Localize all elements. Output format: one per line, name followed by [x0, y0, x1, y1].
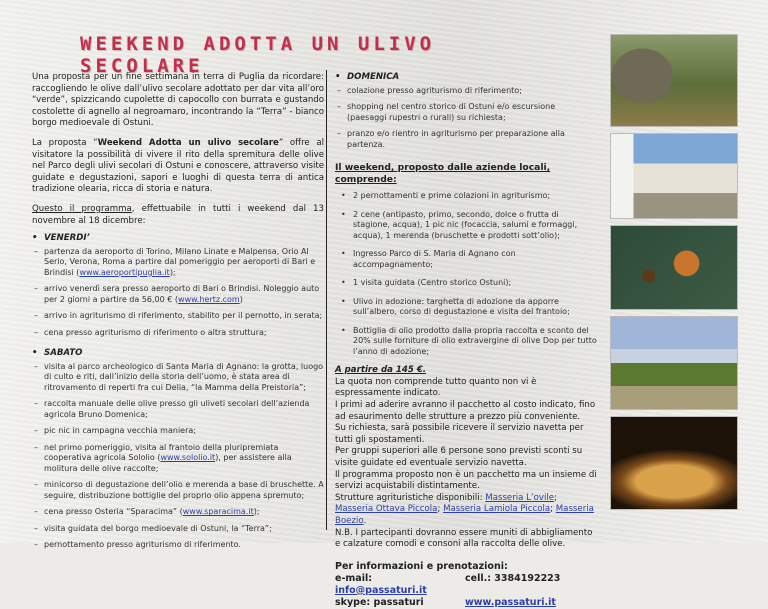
email-link[interactable]: info@passaturi.it: [335, 584, 427, 596]
list-item: [32, 426, 324, 437]
item-text: arrivo in agriturismo di riferimento, stabilito per il pernotto, in serata;: [44, 311, 323, 321]
note-line: La quota non comprende tutto quanto non vi è espressamente indicato.: [335, 376, 537, 399]
website-link[interactable]: www.passaturi.it: [465, 596, 556, 608]
item-text: cena presso Osteria “Sparacima” (: [44, 507, 183, 517]
proposal-paragraph: [32, 138, 324, 196]
item-text: pic nic in campagna vecchia maniera;: [44, 426, 196, 436]
website-link[interactable]: www.hertz.com: [178, 294, 240, 304]
info-title: Per informazioni e prenotazioni:: [335, 560, 508, 572]
item-text: partenza da aeroporto di Torino, Milano Linate e Malpensa, Orio Al Serio, Verona, Roma a partire dal pomeriggio per aeroporti di Bari e Brindisi (: [44, 246, 316, 277]
item-text-tail: );: [253, 507, 260, 517]
notes-block: [335, 377, 597, 493]
item-text: shopping nel centro storico di Ostuni e/o escursione (paesaggi rupestri o rurali) su richiesta;: [347, 102, 556, 122]
nb-note: N.B. I partecipanti dovranno essere muniti di abbigliamento e calzature comodi e consoni alla raccolta delle olive.: [335, 527, 593, 550]
list-item: [335, 86, 597, 97]
list-item: [32, 362, 324, 394]
friday-list: [32, 247, 324, 339]
sunday-list: [335, 86, 597, 151]
included-item: • Ulivo in adozione: targhetta di adozione da apporre sull’albero, corso di degustazione e visita del frantoio;: [335, 297, 597, 318]
list-item: [32, 524, 324, 535]
list-item: [32, 443, 324, 475]
note-line: Il programma proposto non è un pacchetto ma un insieme di servizi acquistabili distintamente.: [335, 469, 597, 492]
contact-row-2: [335, 597, 597, 609]
website-link[interactable]: www.sparacima.it: [182, 507, 254, 517]
item-text: visita guidata del borgo medioevale di Ostuni, la “Terra”;: [44, 523, 272, 533]
saturday-heading: • SABATO: [32, 348, 324, 360]
email-label: e-mail:: [335, 572, 373, 584]
item-text-tail: );: [169, 267, 176, 277]
note-line: I primi ad aderire avranno il pacchetto al costo indicato, fino ad esaurimento delle strutture a prezzo più conveniente.: [335, 400, 596, 422]
structure-link[interactable]: Masseria L’ovile: [485, 492, 555, 503]
email-line: [335, 573, 465, 597]
olives-basket-photo: [610, 225, 738, 310]
included-item: • 2 cene (antipasto, primo, secondo, dolce o frutta di stagione, acqua), 1 pic nic (focaccia, salumi e formaggi, acqua), 1 merenda (bruschette e prodotti sott’olio);: [335, 210, 597, 242]
proposal-name: Weekend Adotta un ulivo secolare: [97, 137, 279, 148]
item-text: pernottamento presso agriturismo di riferimento.: [44, 540, 241, 550]
item-text: visita al parco archeologico di Santa Maria di Agnano: la grotta, luogo di culto e riti, dall’inizio della storia dell’uomo, è stata area di ritrovamento di reperti fra cui Delia, “la Mamma della Preistoria”;: [44, 361, 324, 392]
website-link[interactable]: www.aeroportipuglia.it: [79, 267, 170, 277]
website-link[interactable]: www.sololio.it: [160, 453, 216, 463]
included-item: • 1 visita guidata (Centro storico Ostuni);: [335, 278, 597, 289]
list-item: [32, 540, 324, 551]
item-text: pranzo e/o rientro in agriturismo per preparazione alla partenza.: [347, 129, 565, 149]
included-item: • 2 pernottamenti e prime colazioni in agriturismo;: [335, 191, 597, 202]
contact-row-1: [335, 573, 597, 597]
right-column: [335, 72, 597, 609]
structure-link[interactable]: Masseria Ottava Piccola: [335, 504, 438, 515]
proposal-pre: La proposta “: [32, 137, 98, 148]
note-line: Per gruppi superiori alle 6 persone sono previsti sconti su visite guidate ed eventuale servizio navetta.: [335, 446, 583, 469]
list-item: [335, 129, 597, 150]
list-item: [32, 399, 324, 420]
list-item: [32, 247, 324, 279]
olive-tree-photo: [610, 34, 738, 127]
item-text: nel primo pomeriggio, visita al frantoio della pluripremiata cooperativa agricola Sololio (: [44, 442, 279, 463]
note-line: Su richiesta, sarà possibile ricevere il servizio navetta per tutti gli spostamenti.: [335, 423, 584, 445]
countryside-photo: [610, 316, 738, 410]
included-list: [335, 191, 597, 357]
structures-line: [335, 493, 597, 528]
intro-paragraph: Una proposta per un fine settimana in terra di Puglia da ricordare: raccogliendo le olive dall’ulivo secolare adottato per dar vita all’oro “verde”, spizzicando cupolette di capocollo con burrata e gustando costolette di agnello al negroamaro, incontrando la “Terra” - bianco borgo medioevale di Ostuni.: [32, 72, 324, 129]
column-divider: [326, 70, 327, 530]
item-text: colazione presso agriturismo di riferimento;: [347, 85, 522, 95]
list-item: [32, 507, 324, 518]
item-text: minicorso di degustazione dell’olio e merenda a base di bruschette. A seguire, distribuzione bottiglie del proprio olio appena spremuto;: [44, 480, 324, 500]
list-item: [32, 311, 324, 322]
cell-number: cell.: 3384192223: [465, 572, 561, 584]
item-text: cena presso agriturismo di riferimento o altra struttura;: [44, 327, 267, 337]
list-item: [335, 102, 597, 123]
ostuni-street-photo: [610, 133, 738, 219]
friday-heading: • VENERDI’: [32, 233, 324, 245]
amphitheatre-night-photo: [610, 416, 738, 510]
saturday-list: [32, 362, 324, 551]
left-column: [32, 72, 324, 557]
item-text-tail: ): [239, 294, 243, 304]
list-item: [32, 328, 324, 339]
skype-id: skype: passaturi: [335, 596, 424, 608]
included-heading: Il weekend, proposto dalle aziende locali, comprende:: [335, 162, 551, 185]
program-intro: [32, 204, 324, 227]
program-dates: , effettuabile in tutti i weekend dal 13 novembre al 18 dicembre:: [32, 203, 324, 226]
program-heading: Questo il programma: [32, 203, 132, 214]
sunday-heading: • DOMENICA: [335, 72, 597, 84]
item-text: arrivo venerdì sera presso aeroporto di Bari o Brindisi. Noleggio auto per 2 giorni a partire da 56,00 € (: [44, 284, 320, 304]
item-text: raccolta manuale delle olive presso gli uliveti secolari dell’azienda agricola Bruno Domenica;: [44, 399, 310, 419]
included-item: • Ingresso Parco di S. Maria di Agnano con accompagnamento;: [335, 249, 597, 270]
list-item: [32, 284, 324, 305]
included-item: • Bottiglia di olio prodotto dalla propria raccolta e sconto del 20% sulle forniture di olio extravergine di olive Dop per tutto l’anno di adozione;: [335, 326, 597, 358]
item-text-tail: ), per assistere alla molitura delle olive raccolte;: [44, 453, 292, 473]
list-item: [32, 480, 324, 501]
structure-link[interactable]: Masseria Boezio: [335, 504, 594, 526]
proposal-post: ” offre al visitatore la possibilità di vivere il rito della spremitura delle olive nel Parco degli ulivi secolari di Ostuni e conoscere, attraverso visite guidate e degustazioni, sapori e luoghi di questa terra di antica tradizione olearia, ricca di storia e natura.: [32, 137, 324, 195]
page-title: WEEKEND ADOTTA UN ULIVO SECOLARE: [80, 33, 436, 77]
price-label: A partire da 145 €.: [335, 365, 427, 376]
contact-block: [335, 561, 597, 609]
structure-link[interactable]: Masseria Lamiola Piccola: [443, 504, 551, 515]
structures-links: Masseria L’ovile; Masseria Ottava Piccola; Masseria Lamiola Piccola; Masseria Boezio.: [335, 492, 594, 526]
structures-label: Strutture agrituristiche disponibili:: [335, 492, 486, 503]
